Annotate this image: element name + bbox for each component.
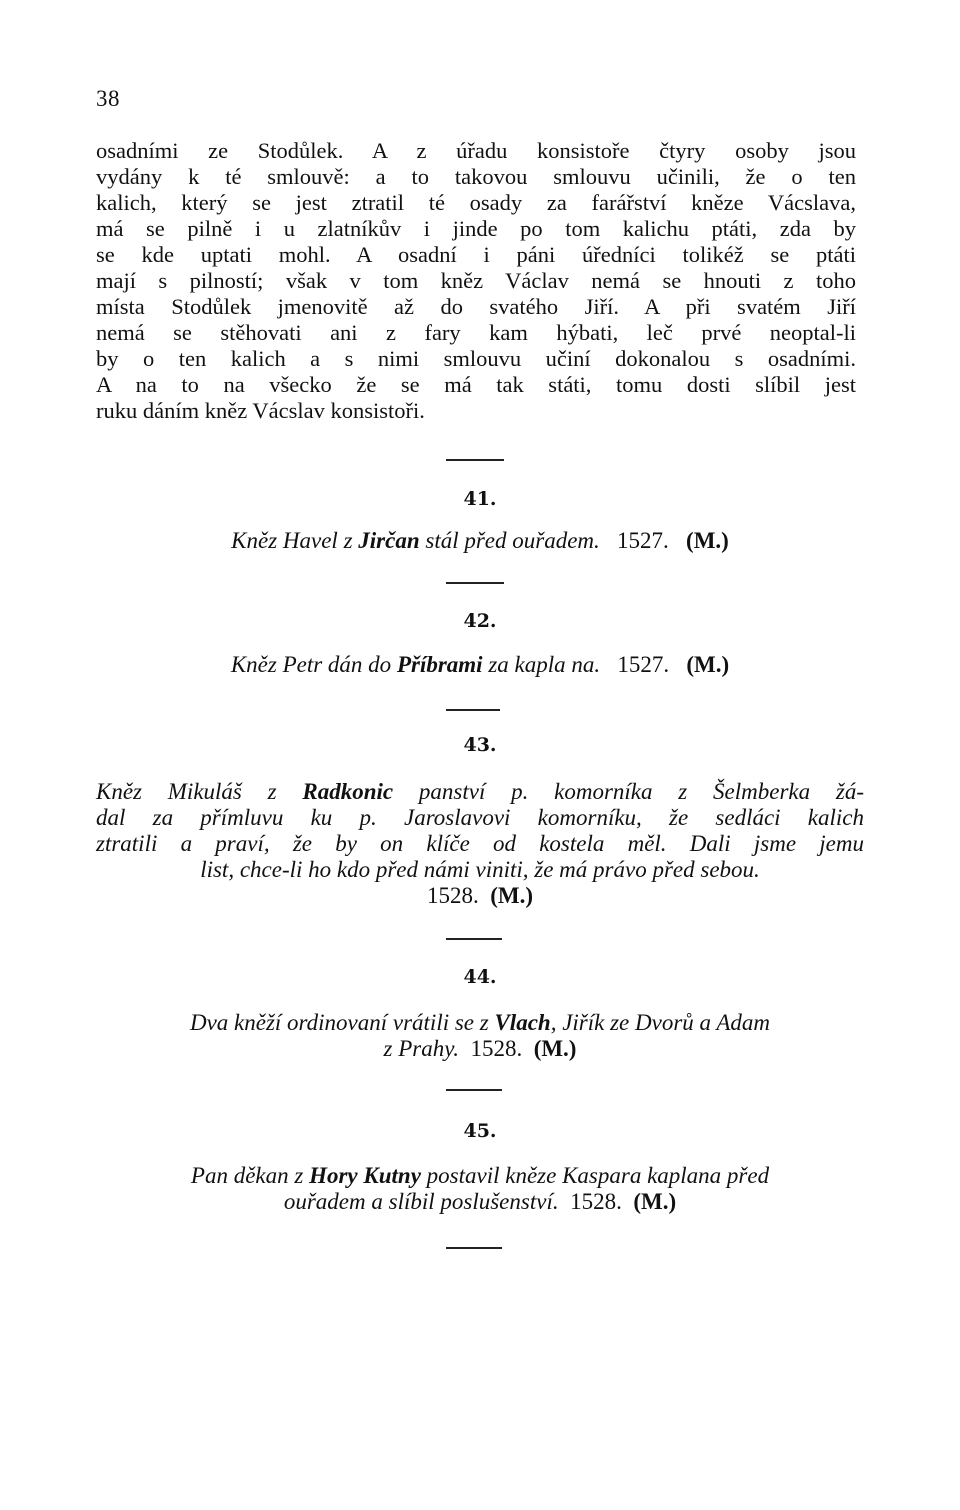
entry-text-part: Pan děkan z (190, 1163, 310, 1188)
entry-text-part: Kněz Mikuláš z (96, 779, 303, 804)
entry-year: 1528. (426, 883, 479, 908)
entry-number: 43. (463, 734, 497, 756)
intro-line: místa Stodůlek jmenovitě až do svatého Jiří. A při svatém Jiří (96, 294, 856, 319)
entry-year: 1528. (570, 1189, 622, 1214)
entry-number: 44. (463, 966, 497, 988)
entry-number: 41. (463, 488, 497, 510)
entry-text-part: stál před ouřadem. (419, 528, 600, 553)
entry-text-line: dal za přímluvu ku p. Jaroslavovi komorníku, že sedláci kalich (96, 805, 864, 830)
entry-source: (M.) (490, 883, 534, 908)
section-divider (446, 709, 500, 711)
entry-text-part: Kněz Havel z (231, 528, 359, 553)
section-divider (446, 1089, 502, 1091)
entry-source: (M.) (686, 652, 730, 677)
entry-text-part: za kapla na. (482, 652, 601, 677)
intro-line: ruku dáním kněz Vácslav konsistoři. (96, 398, 425, 423)
section-divider (446, 1247, 502, 1249)
intro-line: mají s pilností; však v tom kněz Václav nemá se hnouti z toho (96, 268, 856, 293)
intro-line: by o ten kalich a s nimi smlouvu učiní dokonalou s osadními. (96, 346, 856, 371)
intro-line: A na to na všecko že se má tak státi, tomu dosti slíbil jest (96, 372, 856, 397)
entry-text-line: list, chce-li ho kdo před námi viniti, že má právo před sebou. (200, 857, 760, 882)
intro-paragraph (96, 138, 856, 424)
intro-line: se kde uptati mohl. A osadní i páni úředníci tolikéž se ptáti (96, 242, 856, 267)
entry-year: 1528. (470, 1036, 523, 1061)
entry-text (96, 1163, 864, 1215)
place-name: Prahy (398, 1036, 454, 1061)
entry-text (96, 528, 864, 554)
entry-source: (M.) (686, 528, 729, 553)
entry-text-part: , Jiřík ze Dvorů a Adam (550, 1010, 771, 1035)
place-name: Radkonic (302, 779, 394, 804)
intro-line: osadními ze Stodůlek. A z úřadu konsistoře čtyry osoby jsou (96, 138, 856, 163)
entry-number: 45. (463, 1120, 497, 1142)
entry-text-part: z (383, 1036, 399, 1061)
entry-number: 42. (463, 610, 497, 632)
place-name: Vlach (494, 1010, 551, 1035)
intro-line: kalich, který se jest ztratil té osady za farářství kněze Vácslava, (96, 190, 856, 215)
entry-text-part: Kněz Petr dán do (230, 652, 397, 677)
place-name: Hory Kutny (309, 1163, 421, 1188)
intro-line: má se pilně i u zlatníkův i jinde po tom kalichu ptáti, zda by (96, 216, 856, 241)
entry-source: (M.) (533, 1036, 577, 1061)
entry-text-part: . (453, 1036, 459, 1061)
entry-text-part: Dva kněží ordinovaní vrátili se z (189, 1010, 495, 1035)
entry-text-part: postavil kněze Kaspara kaplana před (420, 1163, 770, 1188)
place-name: Příbrami (396, 652, 483, 677)
entry-year: 1527. (617, 652, 670, 677)
entry-text (96, 1010, 864, 1062)
entry-text-part: panství p. komorníka z Šelmberka žá- (393, 779, 864, 804)
entry-year: 1527. (617, 528, 669, 553)
entry-text-line: ouřadem a slíbil poslušenství. (283, 1189, 559, 1214)
section-divider (446, 459, 504, 461)
entry-text (96, 652, 864, 678)
section-divider (446, 582, 504, 584)
intro-line: vydány k té smlouvě: a to takovou smlouvu učinili, že o ten (96, 164, 856, 189)
entry-text-line: ztratili a praví, že by on klíče od kostela měl. Dali jsme jemu (96, 831, 864, 856)
intro-line: nemá se stěhovati ani z fary kam hýbati, leč prvé neoptal-li (96, 320, 856, 345)
page-number: 38 (96, 86, 120, 111)
entry-text (96, 779, 864, 909)
section-divider (446, 938, 502, 940)
entry-source: (M.) (633, 1189, 677, 1214)
place-name: Jirčan (358, 528, 420, 553)
